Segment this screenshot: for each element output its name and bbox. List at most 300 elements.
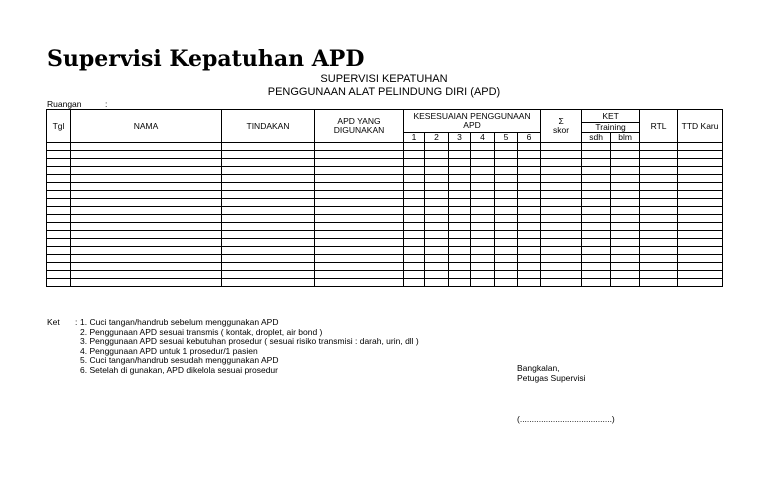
table-cell[interactable]	[541, 239, 582, 247]
table-cell[interactable]	[678, 199, 723, 207]
table-cell[interactable]	[425, 199, 449, 207]
table-cell[interactable]	[222, 239, 315, 247]
table-cell[interactable]	[611, 207, 640, 215]
table-cell[interactable]	[404, 231, 425, 239]
table-cell[interactable]	[518, 183, 541, 191]
table-cell[interactable]	[71, 279, 222, 287]
table-cell[interactable]	[582, 175, 611, 183]
table-cell[interactable]	[315, 239, 404, 247]
table-cell[interactable]	[541, 159, 582, 167]
table-cell[interactable]	[678, 151, 723, 159]
table-cell[interactable]	[611, 223, 640, 231]
table-cell[interactable]	[404, 199, 425, 207]
table-cell[interactable]	[640, 223, 678, 231]
table-row	[47, 167, 723, 175]
table-cell[interactable]	[611, 215, 640, 223]
table-cell[interactable]	[71, 143, 222, 151]
table-cell[interactable]	[425, 151, 449, 159]
table-cell[interactable]	[449, 271, 471, 279]
table-cell[interactable]	[640, 191, 678, 199]
table-cell[interactable]	[222, 143, 315, 151]
table-cell[interactable]	[449, 207, 471, 215]
table-cell[interactable]	[611, 247, 640, 255]
table-cell[interactable]	[47, 231, 71, 239]
table-cell[interactable]	[678, 279, 723, 287]
table-cell[interactable]	[404, 143, 425, 151]
table-cell[interactable]	[495, 167, 518, 175]
table-cell[interactable]	[222, 183, 315, 191]
table-cell[interactable]	[222, 151, 315, 159]
table-cell[interactable]	[471, 247, 495, 255]
table-cell[interactable]	[640, 263, 678, 271]
table-row	[47, 255, 723, 263]
table-cell[interactable]	[611, 159, 640, 167]
table-cell[interactable]	[611, 271, 640, 279]
header-skor	[541, 110, 582, 143]
table-cell[interactable]	[471, 199, 495, 207]
table-cell[interactable]	[222, 175, 315, 183]
table-cell[interactable]	[71, 151, 222, 159]
table-cell[interactable]	[495, 215, 518, 223]
table-cell[interactable]	[71, 215, 222, 223]
table-cell[interactable]	[582, 271, 611, 279]
table-cell[interactable]	[518, 279, 541, 287]
signature-officer: Petugas Supervisi	[517, 373, 586, 383]
table-cell[interactable]	[71, 247, 222, 255]
table-cell[interactable]	[449, 199, 471, 207]
table-cell[interactable]	[315, 223, 404, 231]
header-tindakan: TINDAKAN	[222, 110, 315, 143]
table-cell[interactable]	[611, 255, 640, 263]
table-cell[interactable]	[541, 167, 582, 175]
table-cell[interactable]	[495, 247, 518, 255]
table-cell[interactable]	[47, 159, 71, 167]
table-cell[interactable]	[449, 143, 471, 151]
table-cell[interactable]	[71, 263, 222, 271]
table-cell[interactable]	[678, 231, 723, 239]
table-cell[interactable]	[640, 159, 678, 167]
table-cell[interactable]	[611, 175, 640, 183]
table-cell[interactable]	[678, 239, 723, 247]
table-cell[interactable]	[425, 279, 449, 287]
notes-list	[80, 317, 419, 375]
table-cell[interactable]	[611, 199, 640, 207]
table-cell[interactable]	[640, 231, 678, 239]
table-cell[interactable]	[315, 199, 404, 207]
table-cell[interactable]	[47, 255, 71, 263]
table-cell[interactable]	[495, 207, 518, 215]
table-cell[interactable]	[47, 207, 71, 215]
table-cell[interactable]	[425, 191, 449, 199]
table-cell[interactable]	[449, 151, 471, 159]
table-cell[interactable]	[47, 167, 71, 175]
table-cell[interactable]	[582, 199, 611, 207]
table-cell[interactable]	[471, 255, 495, 263]
table-cell[interactable]	[449, 247, 471, 255]
table-cell[interactable]	[518, 159, 541, 167]
table-cell[interactable]	[47, 199, 71, 207]
table-cell[interactable]	[541, 215, 582, 223]
table-cell[interactable]	[678, 215, 723, 223]
header-training: Training	[582, 123, 640, 133]
table-cell[interactable]	[640, 239, 678, 247]
table-cell[interactable]	[315, 271, 404, 279]
table-cell[interactable]	[541, 223, 582, 231]
table-cell[interactable]	[471, 279, 495, 287]
table-cell[interactable]	[640, 175, 678, 183]
table-cell[interactable]	[678, 255, 723, 263]
table-cell[interactable]	[47, 279, 71, 287]
table-cell[interactable]	[518, 215, 541, 223]
table-cell[interactable]	[425, 263, 449, 271]
table-cell[interactable]	[404, 215, 425, 223]
table-cell[interactable]	[518, 207, 541, 215]
table-cell[interactable]	[222, 279, 315, 287]
table-cell[interactable]	[404, 183, 425, 191]
table-cell[interactable]	[222, 167, 315, 175]
table-cell[interactable]	[449, 239, 471, 247]
table-row	[47, 215, 723, 223]
table-cell[interactable]	[404, 207, 425, 215]
table-cell[interactable]	[47, 175, 71, 183]
table-cell[interactable]	[47, 239, 71, 247]
table-row	[47, 183, 723, 191]
table-cell[interactable]	[495, 263, 518, 271]
table-cell[interactable]	[71, 207, 222, 215]
form-subtitle-line2: PENGGUNAAN ALAT PELINDUNG DIRI (APD)	[267, 86, 501, 98]
table-cell[interactable]	[518, 239, 541, 247]
table-cell[interactable]	[495, 159, 518, 167]
table-cell[interactable]	[425, 215, 449, 223]
table-cell[interactable]	[71, 159, 222, 167]
table-cell[interactable]	[611, 263, 640, 271]
table-cell[interactable]	[640, 143, 678, 151]
table-cell[interactable]	[495, 239, 518, 247]
table-cell[interactable]	[425, 231, 449, 239]
table-cell[interactable]	[541, 263, 582, 271]
table-cell[interactable]	[541, 279, 582, 287]
header-sub-3: 3	[449, 133, 471, 143]
table-cell[interactable]	[541, 151, 582, 159]
table-cell[interactable]	[404, 239, 425, 247]
table-cell[interactable]	[582, 231, 611, 239]
table-cell[interactable]	[582, 143, 611, 151]
table-cell[interactable]	[471, 151, 495, 159]
header-sub-2: 2	[425, 133, 449, 143]
table-cell[interactable]	[678, 167, 723, 175]
table-cell[interactable]	[315, 159, 404, 167]
table-cell[interactable]	[71, 271, 222, 279]
table-cell[interactable]	[582, 167, 611, 175]
notes-label: Ket	[47, 317, 60, 327]
table-cell[interactable]	[449, 167, 471, 175]
table-cell[interactable]	[518, 167, 541, 175]
table-cell[interactable]	[640, 151, 678, 159]
table-cell[interactable]	[404, 191, 425, 199]
table-cell[interactable]	[471, 159, 495, 167]
table-cell[interactable]	[471, 263, 495, 271]
table-cell[interactable]	[47, 191, 71, 199]
table-cell[interactable]	[47, 215, 71, 223]
table-cell[interactable]	[449, 231, 471, 239]
table-cell[interactable]	[640, 199, 678, 207]
table-cell[interactable]	[404, 271, 425, 279]
signature-blank: (.......................................)	[517, 414, 615, 424]
table-cell[interactable]	[404, 263, 425, 271]
table-cell[interactable]	[678, 223, 723, 231]
table-cell[interactable]	[449, 215, 471, 223]
table-cell[interactable]	[582, 183, 611, 191]
table-cell[interactable]	[315, 143, 404, 151]
table-cell[interactable]	[678, 247, 723, 255]
table-cell[interactable]	[640, 207, 678, 215]
table-cell[interactable]	[425, 271, 449, 279]
table-cell[interactable]	[449, 279, 471, 287]
table-cell[interactable]	[71, 175, 222, 183]
table-cell[interactable]	[678, 191, 723, 199]
table-cell[interactable]	[471, 191, 495, 199]
table-cell[interactable]	[449, 191, 471, 199]
table-cell[interactable]	[315, 279, 404, 287]
table-cell[interactable]	[449, 223, 471, 231]
table-cell[interactable]	[404, 255, 425, 263]
table-cell[interactable]	[678, 159, 723, 167]
table-cell[interactable]	[404, 175, 425, 183]
table-cell[interactable]	[495, 279, 518, 287]
table-cell[interactable]	[449, 175, 471, 183]
table-cell[interactable]	[518, 223, 541, 231]
table-cell[interactable]	[518, 143, 541, 151]
table-cell[interactable]	[449, 255, 471, 263]
table-row	[47, 263, 723, 271]
table-cell[interactable]	[71, 239, 222, 247]
table-cell[interactable]	[425, 207, 449, 215]
table-cell[interactable]	[495, 255, 518, 263]
table-cell[interactable]	[541, 191, 582, 199]
table-cell[interactable]	[47, 151, 71, 159]
table-cell[interactable]	[495, 151, 518, 159]
table-cell[interactable]	[71, 255, 222, 263]
table-cell[interactable]	[640, 167, 678, 175]
table-cell[interactable]	[71, 199, 222, 207]
table-cell[interactable]	[222, 223, 315, 231]
table-cell[interactable]	[678, 271, 723, 279]
header-apd: APD YANG DIGUNAKAN	[315, 110, 404, 143]
table-cell[interactable]	[222, 247, 315, 255]
table-cell[interactable]	[315, 263, 404, 271]
table-cell[interactable]	[471, 215, 495, 223]
table-cell[interactable]	[518, 247, 541, 255]
table-cell[interactable]	[471, 207, 495, 215]
table-cell[interactable]	[678, 175, 723, 183]
table-cell[interactable]	[582, 191, 611, 199]
table-cell[interactable]	[611, 279, 640, 287]
table-cell[interactable]	[471, 175, 495, 183]
table-cell[interactable]	[315, 167, 404, 175]
table-cell[interactable]	[71, 223, 222, 231]
table-cell[interactable]	[315, 175, 404, 183]
table-cell[interactable]	[611, 239, 640, 247]
note-item: 5. Cuci tangan/handrub sesudah menggunakan APD	[80, 355, 279, 366]
table-row	[47, 271, 723, 279]
table-cell[interactable]	[222, 255, 315, 263]
table-cell[interactable]	[47, 271, 71, 279]
note-item: 4. Penggunaan APD untuk 1 prosedur/1 pasien	[80, 345, 258, 356]
table-cell[interactable]	[315, 151, 404, 159]
table-cell[interactable]	[495, 143, 518, 151]
table-cell[interactable]	[47, 247, 71, 255]
table-cell[interactable]	[518, 199, 541, 207]
table-cell[interactable]	[425, 159, 449, 167]
table-cell[interactable]	[518, 231, 541, 239]
table-cell[interactable]	[611, 191, 640, 199]
table-cell[interactable]	[518, 255, 541, 263]
table-cell[interactable]	[222, 231, 315, 239]
table-cell[interactable]	[222, 263, 315, 271]
table-row	[47, 223, 723, 231]
table-cell[interactable]	[611, 167, 640, 175]
table-cell[interactable]	[541, 199, 582, 207]
table-cell[interactable]	[315, 183, 404, 191]
table-cell[interactable]	[640, 183, 678, 191]
table-cell[interactable]	[582, 151, 611, 159]
table-cell[interactable]	[425, 223, 449, 231]
table-cell[interactable]	[582, 223, 611, 231]
table-cell[interactable]	[71, 183, 222, 191]
table-cell[interactable]	[582, 263, 611, 271]
table-cell[interactable]	[518, 271, 541, 279]
table-cell[interactable]	[315, 247, 404, 255]
table-cell[interactable]	[315, 231, 404, 239]
table-cell[interactable]	[404, 223, 425, 231]
table-cell[interactable]	[315, 191, 404, 199]
table-row	[47, 207, 723, 215]
table-cell[interactable]	[471, 167, 495, 175]
room-colon: :	[105, 99, 108, 109]
table-cell[interactable]	[425, 239, 449, 247]
table-cell[interactable]	[47, 223, 71, 231]
table-cell[interactable]	[678, 183, 723, 191]
table-cell[interactable]	[582, 159, 611, 167]
supervision-table	[46, 109, 723, 287]
table-cell[interactable]	[471, 231, 495, 239]
table-cell[interactable]	[222, 191, 315, 199]
table-cell[interactable]	[404, 167, 425, 175]
table-cell[interactable]	[222, 215, 315, 223]
table-cell[interactable]	[404, 159, 425, 167]
table-cell[interactable]	[611, 231, 640, 239]
table-cell[interactable]	[611, 183, 640, 191]
table-cell[interactable]	[678, 207, 723, 215]
table-cell[interactable]	[582, 279, 611, 287]
table-cell[interactable]	[495, 199, 518, 207]
table-cell[interactable]	[582, 207, 611, 215]
table-cell[interactable]	[449, 159, 471, 167]
table-cell[interactable]	[640, 279, 678, 287]
table-cell[interactable]	[222, 159, 315, 167]
note-item: 6. Setelah di gunakan, APD dikelola sesuai prosedur	[80, 364, 278, 375]
table-cell[interactable]	[541, 183, 582, 191]
table-cell[interactable]	[449, 263, 471, 271]
table-cell[interactable]	[471, 143, 495, 151]
table-cell[interactable]	[471, 239, 495, 247]
table-cell[interactable]	[640, 271, 678, 279]
table-cell[interactable]	[449, 183, 471, 191]
table-cell[interactable]	[47, 143, 71, 151]
table-cell[interactable]	[71, 191, 222, 199]
table-cell[interactable]	[541, 207, 582, 215]
table-cell[interactable]	[541, 247, 582, 255]
table-cell[interactable]	[541, 175, 582, 183]
table-cell[interactable]	[582, 215, 611, 223]
table-cell[interactable]	[611, 151, 640, 159]
table-cell[interactable]	[678, 143, 723, 151]
table-cell[interactable]	[495, 231, 518, 239]
table-cell[interactable]	[518, 175, 541, 183]
table-row	[47, 279, 723, 287]
table-cell[interactable]	[425, 143, 449, 151]
table-cell[interactable]	[47, 183, 71, 191]
table-cell[interactable]	[495, 183, 518, 191]
table-cell[interactable]	[315, 255, 404, 263]
table-cell[interactable]	[640, 247, 678, 255]
table-cell[interactable]	[471, 183, 495, 191]
table-cell[interactable]	[404, 247, 425, 255]
table-cell[interactable]	[71, 167, 222, 175]
table-cell[interactable]	[315, 207, 404, 215]
table-cell[interactable]	[425, 183, 449, 191]
table-cell[interactable]	[471, 271, 495, 279]
table-cell[interactable]	[425, 175, 449, 183]
table-cell[interactable]	[404, 151, 425, 159]
table-cell[interactable]	[495, 191, 518, 199]
table-cell[interactable]	[425, 247, 449, 255]
table-cell[interactable]	[222, 207, 315, 215]
table-cell[interactable]	[404, 279, 425, 287]
table-cell[interactable]	[495, 175, 518, 183]
table-cell[interactable]	[582, 247, 611, 255]
table-cell[interactable]	[495, 223, 518, 231]
table-cell[interactable]	[541, 143, 582, 151]
table-cell[interactable]	[495, 271, 518, 279]
table-cell[interactable]	[518, 191, 541, 199]
table-row	[47, 239, 723, 247]
table-cell[interactable]	[71, 231, 222, 239]
table-cell[interactable]	[425, 255, 449, 263]
table-cell[interactable]	[222, 199, 315, 207]
signature-place: Bangkalan,	[517, 363, 560, 373]
table-cell[interactable]	[678, 263, 723, 271]
table-row	[47, 151, 723, 159]
table-cell[interactable]	[541, 271, 582, 279]
header-sub-4: 4	[471, 133, 495, 143]
table-cell[interactable]	[471, 223, 495, 231]
table-cell[interactable]	[582, 255, 611, 263]
table-cell[interactable]	[518, 151, 541, 159]
table-cell[interactable]	[541, 231, 582, 239]
table-cell[interactable]	[47, 263, 71, 271]
table-cell[interactable]	[640, 215, 678, 223]
header-sub-5: 5	[495, 133, 518, 143]
table-cell[interactable]	[611, 143, 640, 151]
table-cell[interactable]	[582, 239, 611, 247]
table-cell[interactable]	[518, 263, 541, 271]
table-cell[interactable]	[425, 167, 449, 175]
table-cell[interactable]	[640, 255, 678, 263]
table-cell[interactable]	[541, 255, 582, 263]
table-cell[interactable]	[222, 271, 315, 279]
table-cell[interactable]	[315, 215, 404, 223]
